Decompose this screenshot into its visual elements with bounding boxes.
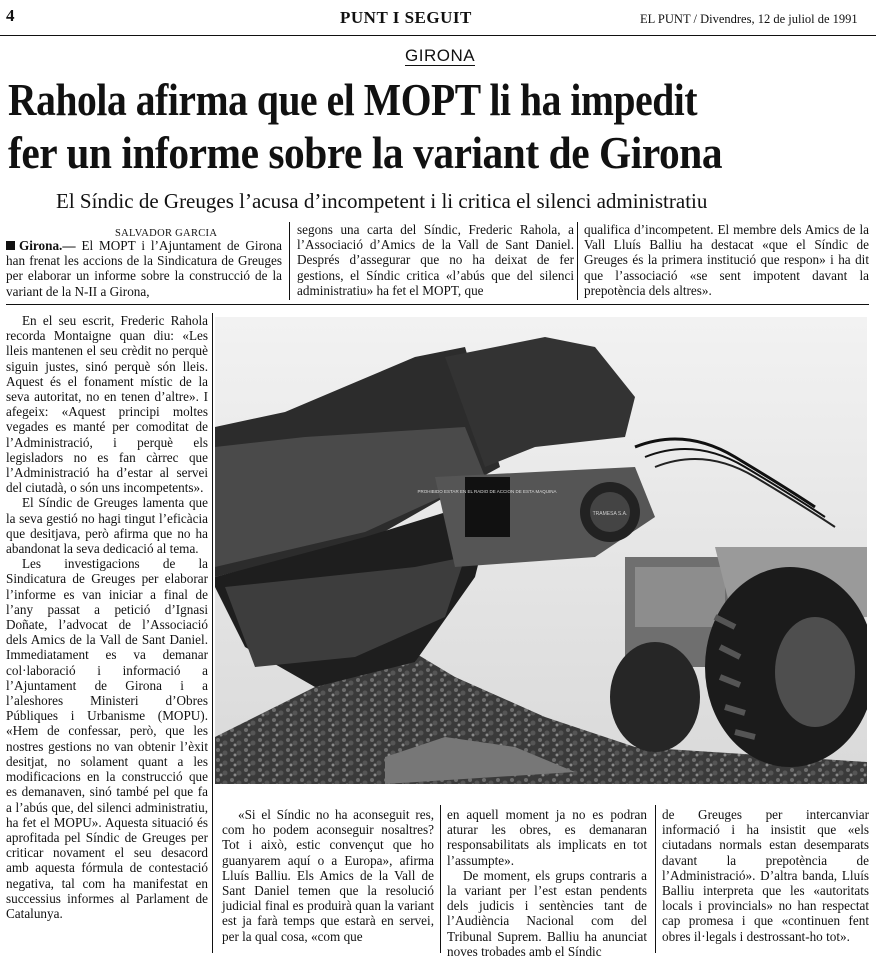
lead-paragraph bbox=[6, 238, 282, 299]
column-separator bbox=[440, 805, 441, 953]
lead-column-2-text: segons una carta del Síndic, Frederic Rahola, a l’Associació d’Amics de la Vall de Sant Daniel. Després d’assegurar que no ha deixat de fer gestions, el Síndic critica «l’abús que del silenci administratiu» ha fet el MOPT, que bbox=[297, 222, 574, 298]
maker-plate: TRAMESA S.A. bbox=[592, 511, 628, 517]
excavator-photo bbox=[215, 317, 867, 784]
bottom-column-1-text: «Si el Síndic no ha aconseguit res, com ho podem aconseguir nosaltres? Tot i això, estic convençut que ho guanyarem aquí o a Europa», afirma Lluís Balliu. Els Amics de la Vall de Sant Daniel temen que la resolució judicial final es produirà quan la variant est ja farà temps que estarà en servei, per la qual cosa, «com que bbox=[222, 807, 434, 944]
lead-column-2 bbox=[297, 222, 574, 298]
column-separator bbox=[289, 222, 290, 300]
subheadline: El Síndic de Greuges l’acusa d’incompetent i li critica el silenci administratiu bbox=[56, 189, 708, 213]
warning-sign bbox=[465, 477, 510, 537]
headline-line-1: Rahola afirma que el MOPT li ha impedit bbox=[8, 74, 698, 125]
lead-location: Girona.— bbox=[19, 238, 76, 253]
bottom-column-3 bbox=[662, 807, 869, 944]
excavator-illustration bbox=[215, 317, 867, 784]
warning-sign-text: PROHIBIDO ESTAR EN EL RADIO DE ACCION DE ESTA MAQUINA bbox=[417, 489, 557, 494]
lead-text: El MOPT i l’Ajuntament de Girona han frenat les accions de la Sindicatura de Greuges per elaborar un informe sobre la construcció de la variant de la N-II a Girona, bbox=[6, 238, 283, 299]
lead-column-3-text: qualifica d’incompetent. El membre dels Amics de la Vall Lluís Balliu ha destacat «que el Síndic de Greuges és la primera institució que respon» i ha dit que l’associació «se sent impotent davant la prepotència dels altres». bbox=[584, 222, 869, 298]
bullet-square-icon bbox=[6, 241, 15, 250]
kicker: GIRONA bbox=[405, 46, 476, 65]
page-number: 4 bbox=[6, 6, 15, 25]
body-left-column bbox=[6, 313, 208, 921]
bottom-column-2-text-1: en aquell moment ja no es podran aturar les obres, es demanaran responsabilitats als implicats en tot l’assumpte». bbox=[447, 807, 647, 868]
section-title: PUNT I SEGUIT bbox=[340, 8, 472, 27]
byline: SALVADOR GARCIA bbox=[115, 228, 218, 239]
body-paragraph: Les investigacions de la Sindicatura de Greuges per elaborar l’informe es van iniciar a final de l’any passat a petició d’Ignasi Doñate, l’advocat de l’Associació dels Amics de la Vall de Sant Daniel. Immediatament es va demanar col·laboració i informació a l’Ajuntament de Girona i a l’aleshores Ministeri d’Obres Públiques i Urbanisme (MOPU). «Hem de confessar, però, que les nostres gestions no van obtenir l’èxit desitjat, no solament quant a les modificacions en la construcció que es demanaven, sinó també pel que fa a l’abús que, del silenci administratiu, ha fet el MOPU». Aquesta situació és aprofitada pel Síndic de Greuges per criticar novament el seu desacord amb aquesta fórmula de contestació negativa, tal com ha manifestat en successius informes al Parlament de Catalunya. bbox=[6, 556, 208, 921]
column-separator bbox=[212, 313, 213, 953]
bottom-column-1 bbox=[222, 807, 434, 944]
bottom-column-3-text: de Greuges per intercanviar informació i ha insistit que «els ciutadans normals estan desemparats davant la prepotència de l’Administració». D’altra banda, Lluís Balliu interpreta que les «autoritats locals i provincials» no han respectat cap promesa i que «continuen fent obres il·legals i destrossant-ho tot». bbox=[662, 807, 869, 944]
bottom-column-2 bbox=[447, 807, 647, 959]
lead-rule bbox=[6, 304, 869, 305]
headline-line-2: fer un informe sobre la variant de Girona bbox=[8, 127, 723, 178]
top-rule bbox=[0, 35, 876, 36]
bottom-column-2-text-2: De moment, els grups contraris a la variant per l’est estan pendents dels judicis i sentències tant de l’Audiència Nacional com del Tribunal Suprem. Balliu ha anunciat noves trobades amb el Síndic bbox=[447, 867, 647, 959]
body-paragraph: El Síndic de Greuges lamenta que la seva gestió no hagi tingut l’eficàcia que desitjava, però afirma que no ha abandonat la seva dedicació al tema. bbox=[6, 495, 208, 557]
column-separator bbox=[655, 805, 656, 953]
column-separator bbox=[577, 222, 578, 300]
lead-column-3 bbox=[584, 222, 869, 298]
body-paragraph: En el seu escrit, Frederic Rahola recorda Montaigne quan diu: «Les lleis mantenen el seu crèdit no perquè siguin justes, sinó perquè són lleis. Aquest és el fonament místic de la seva autoritat, no en tenen d’altre». I afegeix: «Aquest principi moltes vegades es manté per comoditat de l’Administració, i perquè els legisladors no es fan càrrec que l’Administració ha d’estar al servei del ciutadà, o són uns incompetents». bbox=[6, 313, 208, 496]
dateline: EL PUNT / Divendres, 12 de juliol de 1991 bbox=[640, 12, 858, 26]
lead-column bbox=[6, 238, 282, 299]
